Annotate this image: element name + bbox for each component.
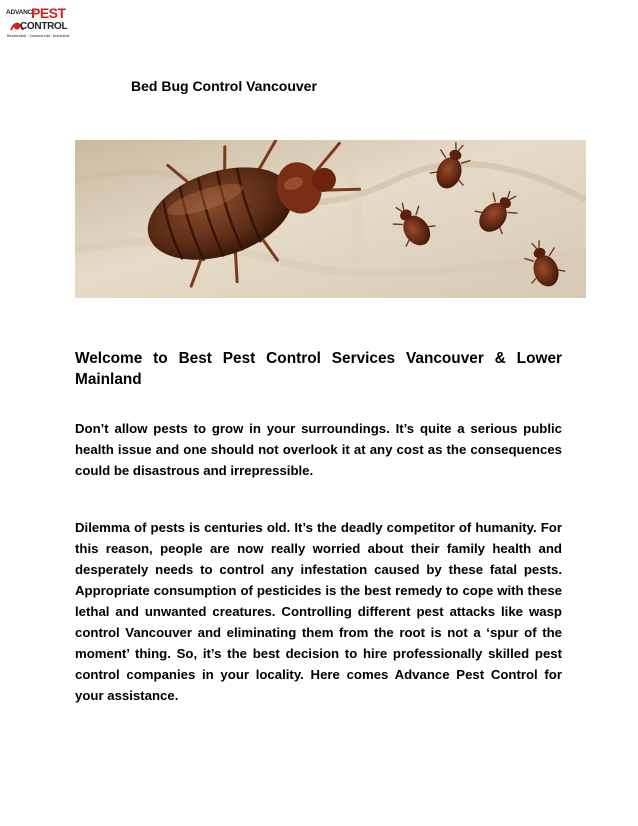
logo-word-advance: ADVANCE [6, 9, 37, 16]
intro-paragraph: Don’t allow pests to grow in your surroundings. It’s quite a serious public health issue and one should not overlook it at any cost as the consequences could be disastrous and irrepressible. [75, 421, 562, 478]
document-heading: Bed Bug Control Vancouver [131, 78, 317, 94]
bed-bugs-hero-image [75, 140, 586, 298]
section-title: Welcome to Best Pest Control Services Vancouver & Lower Mainland [75, 350, 562, 388]
company-logo [4, 5, 70, 41]
logo-tagline: Residential · Commercial · Industrial [7, 34, 70, 38]
logo-word-control: CONTROL [20, 21, 68, 32]
body-paragraph: Dilemma of pests is centuries old. It’s the deadly competitor of humanity. For this reason, people are now really worried about their family health and desperately needs to control any infestation caused by these fatal pests. Appropriate consumption of pesticides is the best remedy to cope with these lethal and unwanted creatures. Controlling different pest attacks like wasp control Vancouver and eliminating them from the root is not a ‘spur of the moment’ thing. So, it’s the best decision to hire professionally skilled pest control companies in your locality. Here comes Advance Pest Control for your assistance. [75, 520, 562, 703]
logo-word-pest: PEST [31, 5, 66, 21]
